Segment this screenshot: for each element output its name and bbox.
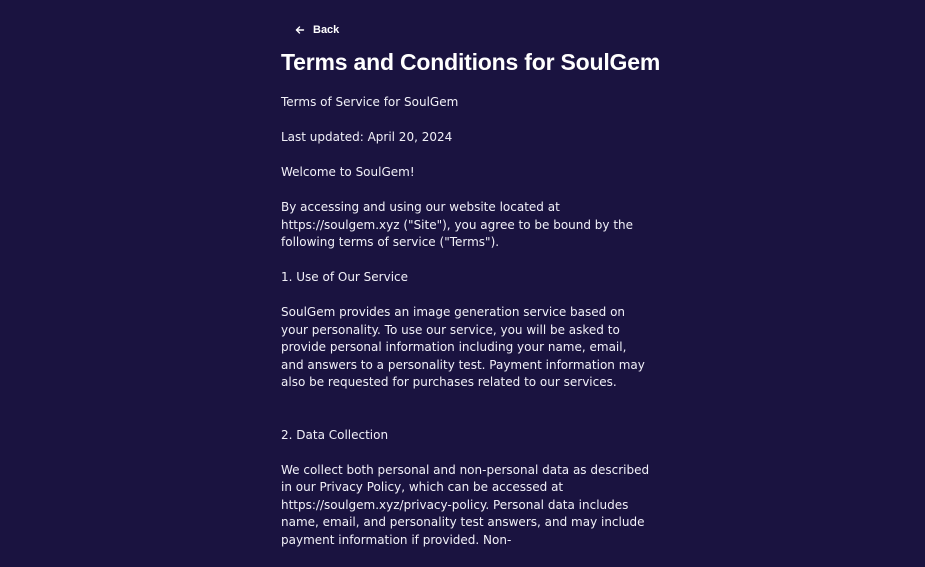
- page-title: Terms and Conditions for SoulGem: [281, 49, 661, 75]
- section-spacer: [281, 409, 651, 427]
- section-body-data-collection: We collect both personal and non-personal data as described in our Privacy Policy, which can be accessed at https://soulgem.xyz/privacy-policy. Personal data includes name, email, and personality test answers, and may include payment information if provided. Non-: [281, 462, 650, 547]
- terms-subtitle: Terms of Service for SoulGem: [281, 95, 459, 109]
- intro-paragraph: By accessing and using our website located at https://soulgem.xyz ("Site"), you agree to be bound by the following terms of service ("Terms").: [281, 200, 634, 249]
- terms-body: [281, 94, 651, 549]
- terms-content: [281, 18, 661, 567]
- back-label: Back: [313, 24, 340, 36]
- welcome-text: Welcome to SoulGem!: [281, 165, 415, 179]
- last-updated-text: Last updated: April 20, 2024: [281, 130, 453, 144]
- back-button[interactable]: [295, 18, 339, 42]
- section-heading-data-collection: 2. Data Collection: [281, 427, 389, 442]
- arrow-left-icon: [295, 25, 305, 35]
- section-body-use-of-service: SoulGem provides an image generation service based on your personality. To use our service, you will be asked to provide personal information including your name, email, and answers to a personality test. Payment information may also be requested for purchases related to our services.: [281, 305, 645, 389]
- section-heading-use-of-service: 1. Use of Our Service: [281, 270, 409, 284]
